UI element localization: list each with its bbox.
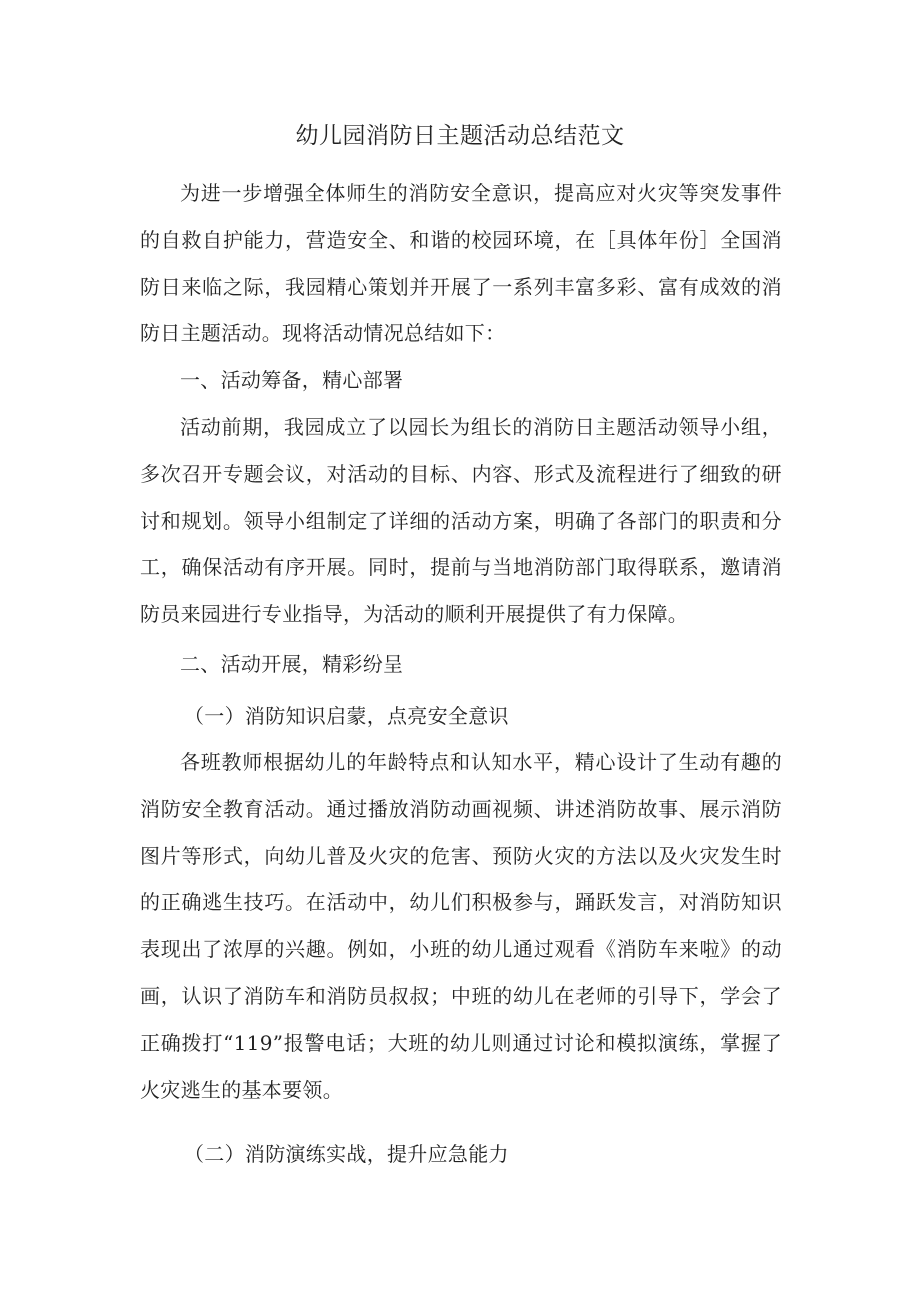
subsection-1-heading: （一）消防知识启蒙，点亮安全意识 <box>184 704 509 728</box>
section-1-paragraph: 活动前期，我园成立了以园长为组长的消防日主题活动领导小组，多次召开专题会议，对活动的目标、内容、形式及流程进行了细致的研讨和规划。领导小组制定了详细的活动方案，明确了各部门的职责和分工，确保活动有序开展。同时，提前与当地消防部门取得联系，邀请消防员来园进行专业指导，为活动的顺利开展提供了有力保障。 <box>140 415 782 627</box>
intro-paragraph: 为进一步增强全体师生的消防安全意识，提高应对火灾等突发事件的自救自护能力，营造安全、和谐的校园环境，在［具体年份］全国消防日来临之际，我园精心策划并开展了一系列丰富多彩、富有成效的消防日主题活动。现将活动情况总结如下： <box>140 181 782 346</box>
section-2-heading: 二、活动开展，精彩纷呈 <box>180 652 404 676</box>
subsection-2-heading: （二）消防演练实战，提升应急能力 <box>184 1142 509 1166</box>
section-1-heading: 一、活动筹备，精心部署 <box>180 368 404 392</box>
document-title: 幼儿园消防日主题活动总结范文 <box>295 123 625 149</box>
subsection-1-paragraph: 各班教师根据幼儿的年龄特点和认知水平，精心设计了生动有趣的消防安全教育活动。通过播放消防动画视频、讲述消防故事、展示消防图片等形式，向幼儿普及火灾的危害、预防火灾的方法以及火灾发生时的正确逃生技巧。在活动中，幼儿们积极参与，踊跃发言，对消防知识表现出了浓厚的兴趣。例如，小班的幼儿通过观看《消防车来啦》的动画，认识了消防车和消防员叔叔；中班的幼儿在老师的引导下，学会了正确拨打“119”报警电话；大班的幼儿则通过讨论和模拟演练，掌握了火灾逃生的基本要领。 <box>140 750 782 1102</box>
